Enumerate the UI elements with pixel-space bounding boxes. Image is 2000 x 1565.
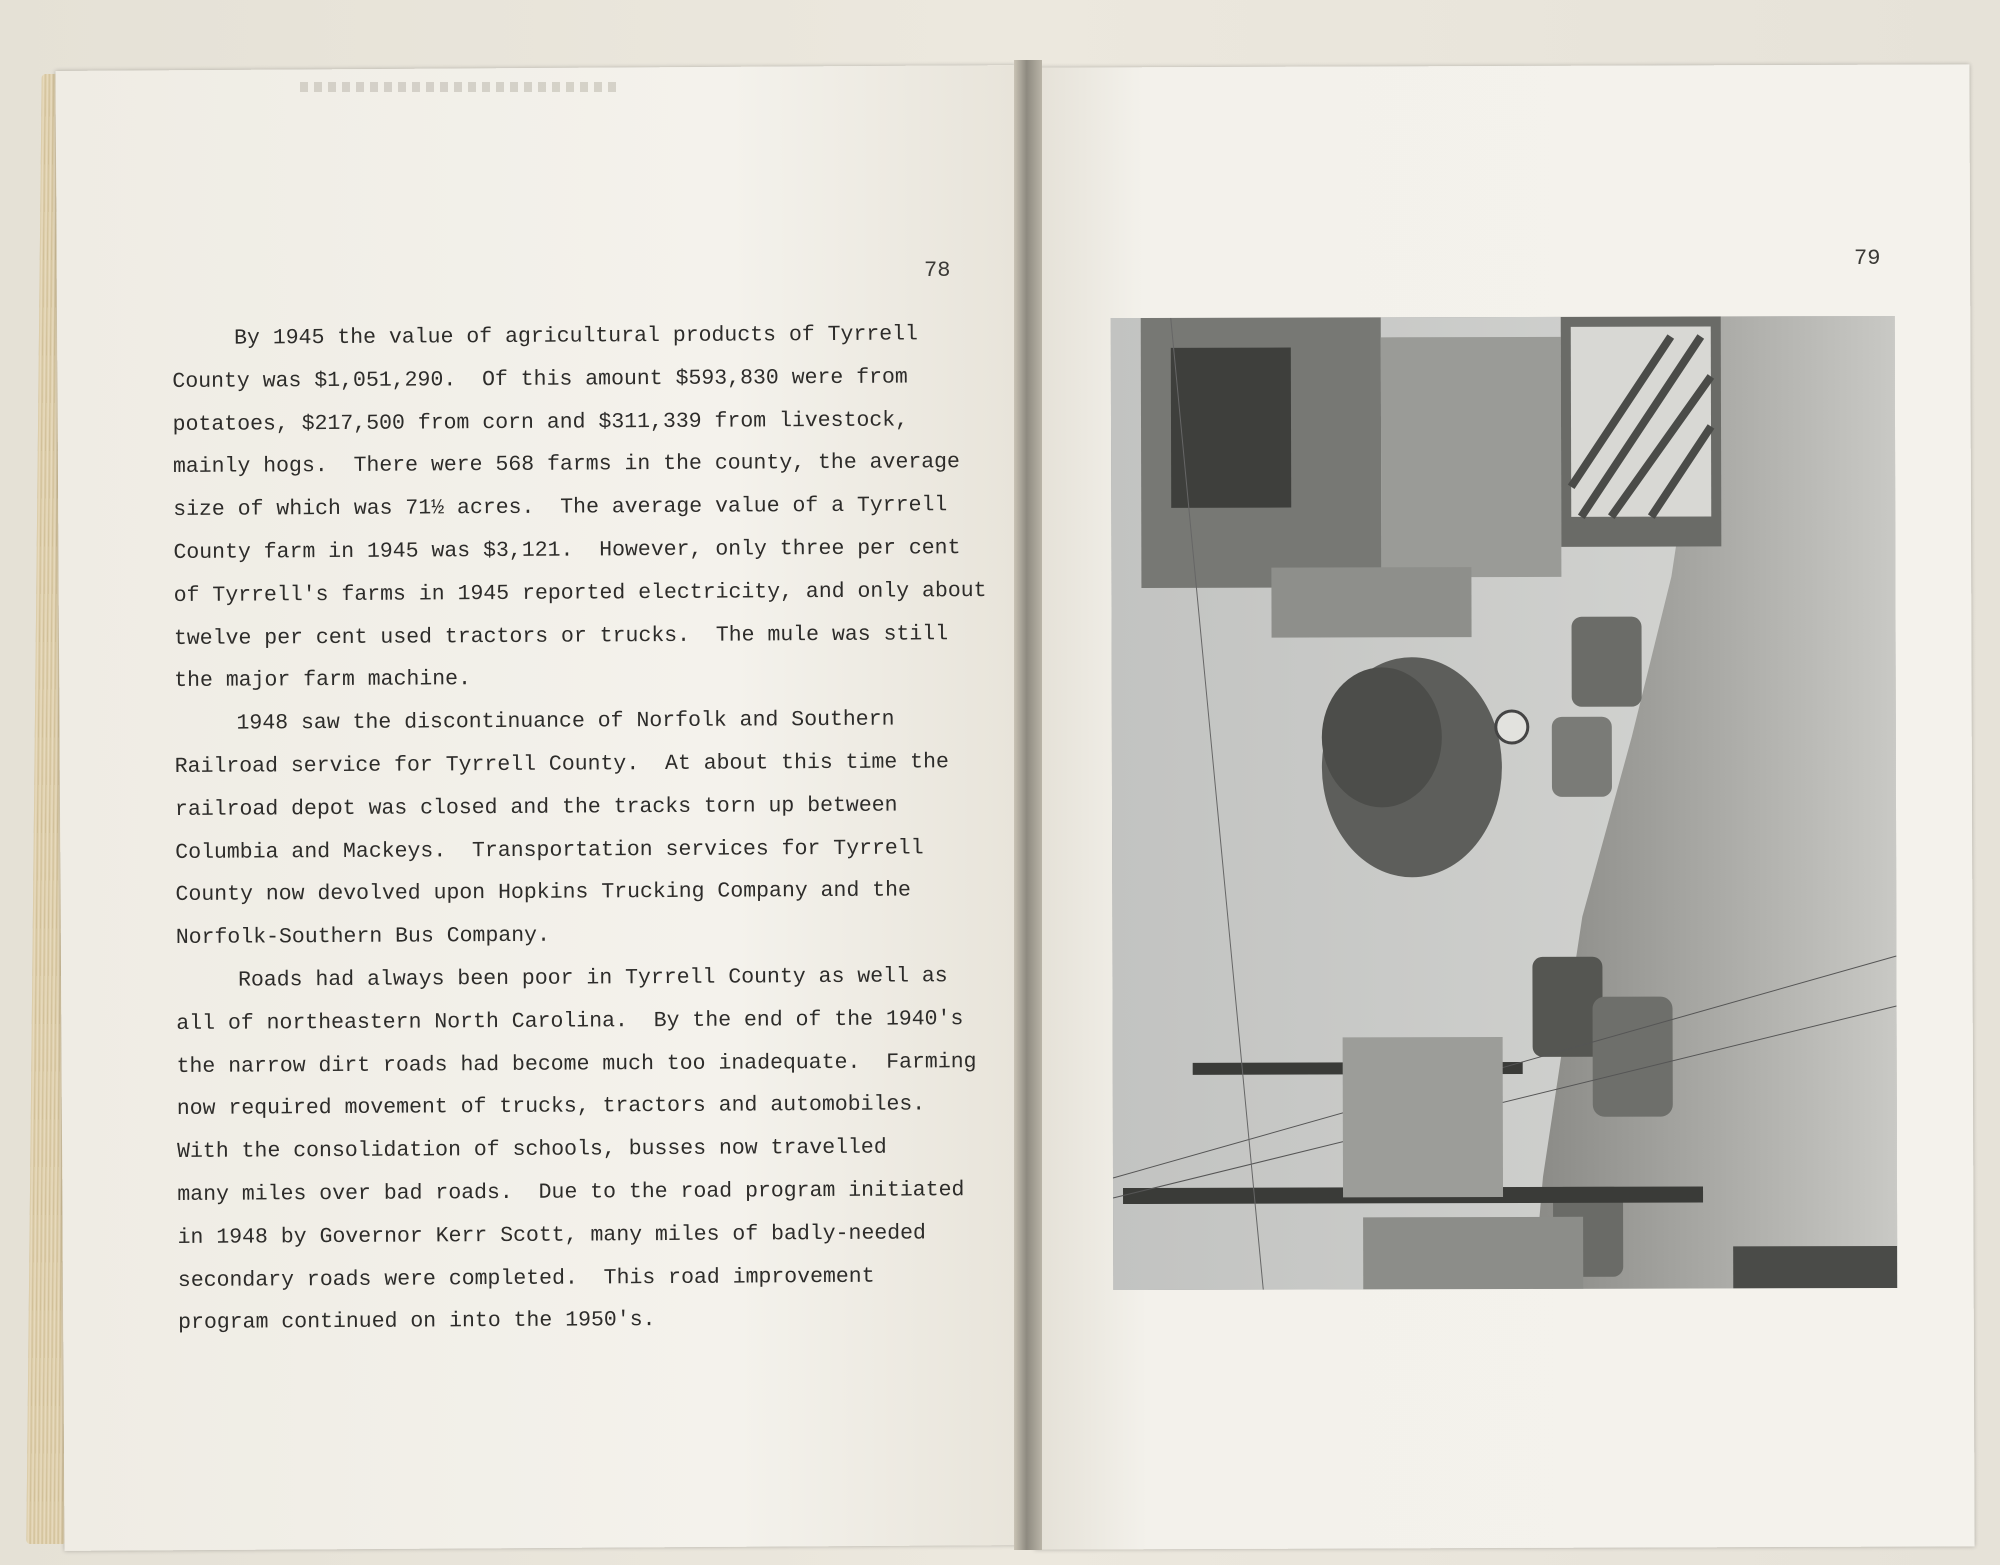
text-line: By 1945 the value of agricultural products of Tyrrell <box>234 322 919 351</box>
paragraph-2 <box>174 698 1016 960</box>
striped-awning <box>1571 326 1711 516</box>
text-line: With the consolidation of schools, busses now travelled <box>177 1135 887 1165</box>
text-line: County now devolved upon Hopkins Trucking Company and the <box>175 878 912 908</box>
text-line: mainly hogs. There were 568 farms in the county, the average <box>172 450 961 480</box>
text-line: 1948 saw the discontinuance of Norfolk and Southern <box>236 707 895 736</box>
building <box>1343 1037 1503 1197</box>
parked-car <box>1572 617 1642 707</box>
text-line: now required movement of trucks, tractors and automobiles. <box>176 1092 926 1122</box>
parked-car <box>1593 997 1673 1117</box>
text-line: potatoes, $217,500 from corn and $311,339 from livestock, <box>172 408 909 437</box>
street-photograph <box>1111 316 1898 1290</box>
text-line: secondary roads were completed. This road improvement <box>177 1264 875 1293</box>
text-line: the narrow dirt roads had become much too inadequate. Farming <box>176 1049 977 1079</box>
text-line: program continued on into the 1950's. <box>178 1308 656 1336</box>
street-photo-illustration <box>1111 316 1898 1290</box>
building <box>1363 1217 1583 1290</box>
text-line: Railroad service for Tyrrell County. At about this time the <box>174 750 949 779</box>
text-line: County was $1,051,290. Of this amount $593,830 were from <box>172 365 908 394</box>
page-number-left: 78 <box>924 258 951 283</box>
text-line: Columbia and Mackeys. Transportation services for Tyrrell <box>175 835 924 865</box>
text-line: County farm in 1945 was $3,121. However, only three per cent <box>173 536 961 565</box>
building-window <box>1171 348 1291 508</box>
building <box>1381 337 1562 577</box>
text-line: twelve per cent used tractors or trucks. The mule was still <box>173 621 949 651</box>
header-bleed-through <box>300 82 620 92</box>
paragraph-3 <box>176 955 1018 1345</box>
page-number-right: 79 <box>1854 246 1881 271</box>
text-line: many miles over bad roads. Due to the road program initiated <box>177 1178 965 1207</box>
text-line: Roads had always been poor in Tyrrell County as well as <box>237 964 948 993</box>
book-gutter <box>1014 60 1042 1550</box>
left-page-body <box>172 313 1018 1345</box>
text-line: all of northeastern North Carolina. By the end of the 1940's <box>176 1006 964 1036</box>
tree <box>1322 667 1442 807</box>
text-line: the major farm machine. <box>174 667 472 694</box>
gas-station-sign <box>1496 711 1528 743</box>
parked-car <box>1552 717 1612 797</box>
text-line: Norfolk-Southern Bus Company. <box>175 923 551 951</box>
text-line: railroad depot was closed and the tracks torn up between <box>174 793 898 822</box>
text-line: of Tyrrell's farms in 1945 reported electricity, and only about <box>173 578 987 608</box>
text-line: in 1948 by Governor Kerr Scott, many miles of badly-needed <box>177 1221 927 1250</box>
storefront <box>1271 567 1471 638</box>
vehicle-corner <box>1733 1246 1897 1288</box>
text-line: size of which was 71½ acres. The average value of a Tyrrell <box>173 493 948 523</box>
paragraph-1 <box>172 313 1014 703</box>
